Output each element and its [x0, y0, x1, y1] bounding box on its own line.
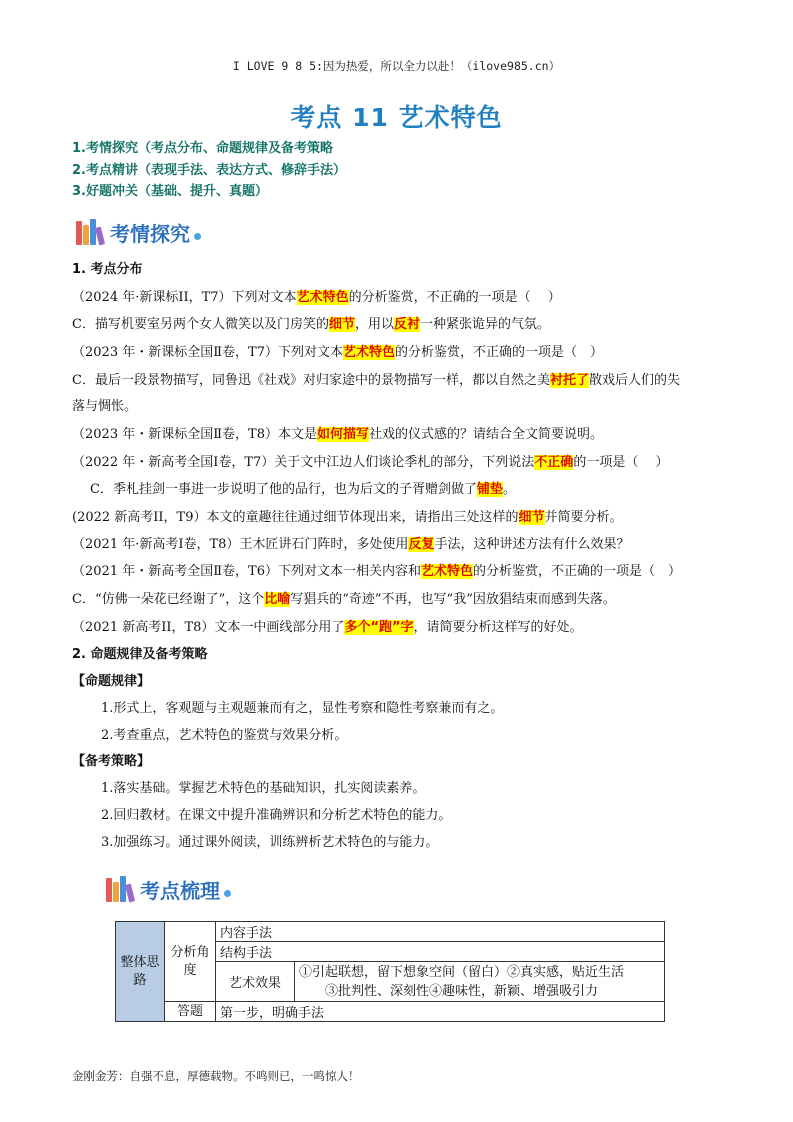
table-row-structure: 结构手法	[216, 942, 665, 962]
item-2024-c: C．描写机要室另两个女人微笑以及门房笑的细节，用以反衬一种紧张诡异的气氛。	[72, 317, 551, 332]
banner-kaoqing	[76, 215, 201, 249]
item-2023-t7: （2023 年・新课标全国Ⅱ卷，T7）下列对文本艺术特色的分析鉴赏，不正确的一项是（ ）	[72, 345, 604, 360]
toc-item-3: 3.好题冲关（基础、提升、真题）	[72, 184, 268, 199]
strategy-title: 【备考策略】	[72, 754, 151, 769]
item-2022-c: C．季札挂剑一事进一步说明了他的品行，也为后文的子胥赠剑做了铺垫。	[90, 482, 516, 497]
item-2023-t8: （2023 年・新课标全国Ⅱ卷，T8）本文是如何描写社戏的仪式感的？请结合全文简要说明。	[72, 427, 604, 442]
strategy-2: 2.回归教材。在课文中提升准确辨识和分析艺术特色的能力。	[101, 808, 452, 823]
rule-2: 2.考查重点，艺术特色的鉴赏与效果分析。	[101, 728, 348, 743]
item-2021-t8: （2021 年·新高考Ⅰ卷，T8）王木匠讲石门阵时，多处使用反复手法，这种讲述方法有什么效果？	[72, 537, 630, 552]
art-text-line1: ①引起联想，留下想象空间（留白）②真实感，贴近生活	[299, 964, 625, 980]
item-2021-t8b: （2021 新高考II，T8）文本一中画线部分用了多个“跑”字，请简要分析这样写的好处。	[72, 620, 583, 635]
toc-item-2: 2.考点精讲（表现手法、表达方式、修辞手法）	[72, 163, 346, 178]
item-2023-c-cont: 落与惆怅。	[72, 399, 138, 414]
toc-item-1: 1.考情探究（考点分布、命题规律及备考策略	[72, 141, 333, 156]
rules-title: 【命题规律】	[72, 674, 151, 689]
dot-icon	[194, 233, 201, 240]
item-2021-t6: （2021 年・新高考全国Ⅱ卷，T6）下列对文本一相关内容和艺术特色的分析鉴赏，不正确的一项是（ ）	[72, 564, 682, 579]
table-sub-cell: 分析角度	[165, 922, 216, 1002]
page-header: I LOVE 9 8 5:因为热爱，所以全力以赴！（ilove985.cn）	[232, 59, 561, 73]
banner-title: 考情探究	[110, 221, 190, 246]
item-2022-t7: （2022 年・新高考全国Ⅰ卷，T7）关于文中江边人们谈论季札的部分，下列说法不正确的一项是（ ）	[72, 455, 669, 470]
table-art-label: 艺术效果	[216, 962, 295, 1002]
strategy-3: 3.加强练习。通过课外阅读，训练辨析艺术特色的与能力。	[101, 835, 439, 850]
section2-heading: 2. 命题规律及备考策略	[72, 647, 208, 662]
dot-icon	[224, 890, 231, 897]
item-2023-c: C．最后一段景物描写，同鲁迅《社戏》对归家途中的景物描写一样，都以自然之美衬托了散戏后人们的失	[72, 373, 680, 388]
table-row-content: 内容手法	[216, 922, 665, 942]
table-art-text	[295, 962, 665, 1002]
table-head-cell: 整体思路	[116, 922, 165, 1022]
table-answer-label: 答题	[165, 1002, 216, 1022]
method-table	[115, 921, 665, 1022]
art-text-line2: ③批判性、深刻性④趣味性，新颖、增强吸引力	[325, 983, 599, 999]
page-footer: 金刚金芳：自强不息，厚德载物。不鸣则已，一鸣惊人！	[72, 1069, 360, 1083]
banner-title: 考点梳理	[140, 878, 220, 903]
page-title: 考点 11 艺术特色	[290, 103, 503, 132]
books-icon	[106, 876, 136, 902]
table-answer-text: 第一步，明确手法	[216, 1002, 665, 1022]
rule-1: 1.形式上，客观题与主观题兼而有之，显性考察和隐性考察兼而有之。	[101, 701, 504, 716]
strategy-1: 1.落实基础。掌握艺术特色的基础知识，扎实阅读素养。	[101, 781, 426, 796]
item-2022-t9: (2022 新高考II，T9）本文的童趣往往通过细节体现出来，请指出三处这样的细节并简要分析。	[72, 510, 623, 525]
banner-kaodian	[106, 872, 231, 906]
section1-heading: 1. 考点分布	[72, 262, 143, 277]
books-icon	[76, 219, 106, 245]
item-2021-c: C．“仿佛一朵花已经谢了”，这个比喻写猖兵的“奇迹”不再，也写“我”因放猖结束而感到失落。	[72, 592, 616, 607]
item-2024-t7: （2024 年·新课标II，T7）下列对文本艺术特色的分析鉴赏，不正确的一项是（ ）	[72, 290, 561, 305]
